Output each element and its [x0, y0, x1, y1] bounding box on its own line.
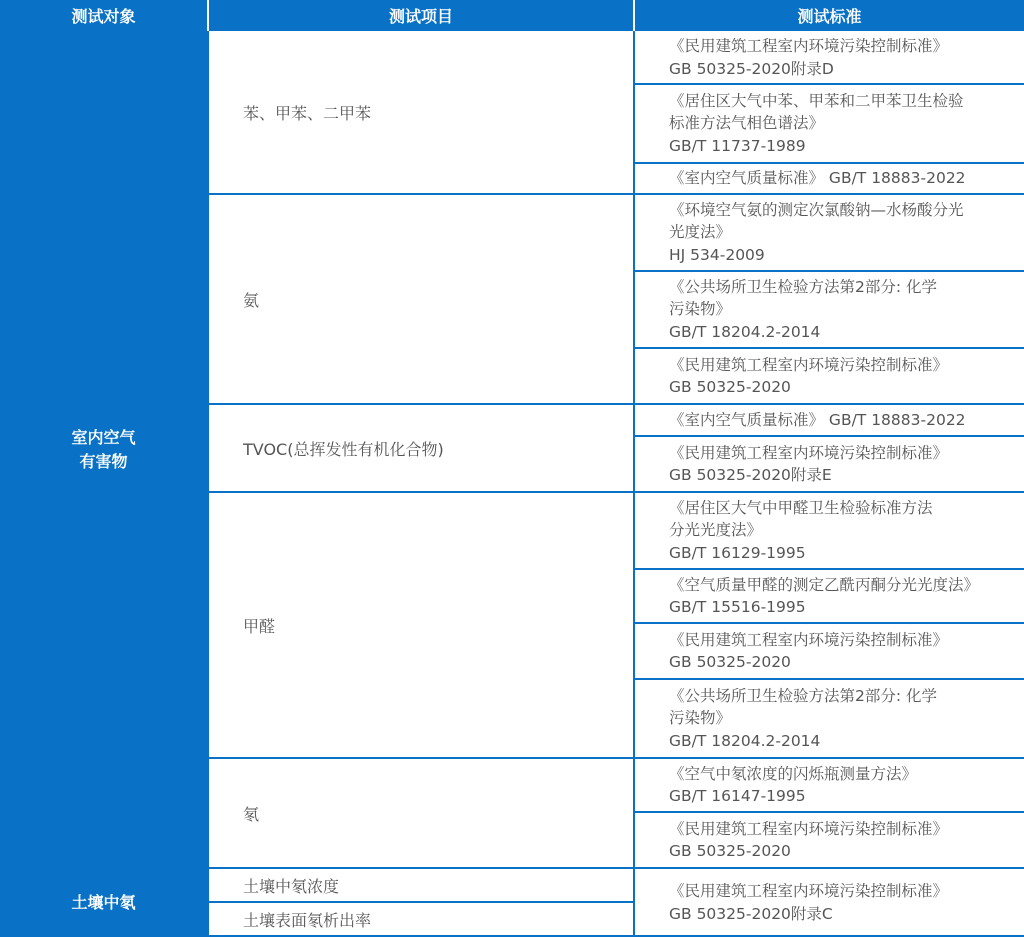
test-item-cell: 甲醛 [243, 616, 276, 636]
standard-cell [635, 679, 1024, 758]
column-header-item: 测试项目 [209, 0, 633, 31]
test-item-cell: 苯、甲苯、二甲苯 [243, 104, 372, 123]
test-item-cell: TVOC(总挥发性有机化合物) [243, 439, 444, 459]
row-divider [209, 491, 633, 493]
standard-line: 《民用建筑工程室内环境污染控制标准》 [669, 355, 949, 374]
standard-line: 《民用建筑工程室内环境污染控制标准》 [669, 37, 949, 55]
column-header-object: 测试对象 [0, 0, 207, 31]
test-object-line: 室内空气 [71, 427, 136, 447]
row-divider [635, 622, 1024, 624]
column-header-standard: 测试标准 [635, 0, 1024, 31]
row-divider [635, 867, 1024, 869]
standard-cell [635, 348, 1024, 404]
standard-line: 《居住区大气中苯、甲苯和二甲苯卫生检验 [669, 91, 964, 110]
standard-cell [635, 758, 1024, 812]
test-object-cell [0, 868, 207, 937]
test-object-line: 土壤中氡 [71, 892, 136, 912]
standard-cell [635, 271, 1024, 348]
row-divider [635, 83, 1024, 85]
standard-line: 《空气中氡浓度的闪烁瓶测量方法》 [669, 764, 918, 783]
standard-line: GB/T 18204.2-2014 [669, 322, 821, 341]
test-item-cell: 氡 [243, 804, 260, 824]
standard-cell [635, 812, 1024, 868]
standard-line: 《室内空气质量标准》 GB/T 18883-2022 [669, 410, 966, 429]
standard-line: 《公共场所卫生检验方法第2部分: 化学 [669, 686, 938, 705]
test-object-cell [0, 31, 207, 868]
row-divider [635, 435, 1024, 437]
standard-cell [635, 492, 1024, 569]
standard-line: GB 50325-2020 [669, 842, 791, 860]
standard-line: 分光光度法》 [669, 521, 763, 540]
column-divider [633, 31, 635, 937]
standard-line: 《空气质量甲醛的测定乙酰丙酮分光光度法》 [669, 575, 980, 594]
row-divider [635, 162, 1024, 164]
row-divider [635, 347, 1024, 349]
standard-cell [635, 868, 1024, 937]
standard-line: GB/T 18204.2-2014 [669, 731, 821, 750]
standard-line: 《民用建筑工程室内环境污染控制标准》 [669, 443, 949, 462]
standard-line: GB 50325-2020附录E [669, 466, 832, 484]
row-divider [209, 867, 633, 869]
standard-line: GB/T 16129-1995 [669, 543, 806, 562]
standard-line: 《民用建筑工程室内环境污染控制标准》 [669, 630, 949, 649]
standard-line: 污染物》 [669, 300, 732, 319]
row-divider [635, 811, 1024, 813]
standard-cell [635, 163, 1024, 194]
row-divider [635, 568, 1024, 570]
row-divider [635, 270, 1024, 272]
test-item-cell: 氨 [243, 290, 260, 310]
standard-cell [635, 436, 1024, 492]
standard-line: 《民用建筑工程室内环境污染控制标准》 [669, 819, 949, 838]
standard-line: GB 50325-2020 [669, 378, 791, 396]
column-divider [207, 31, 209, 937]
row-divider [635, 491, 1024, 493]
row-divider [209, 757, 633, 759]
row-divider [209, 193, 633, 195]
standard-line: GB/T 16147-1995 [669, 787, 806, 805]
row-divider [635, 193, 1024, 195]
standard-line: 《公共场所卫生检验方法第2部分: 化学 [669, 277, 938, 296]
standard-line: 《环境空气氨的测定次氯酸钠—水杨酸分光 [669, 200, 964, 219]
standard-line: GB 50325-2020附录D [669, 59, 834, 78]
standard-cell [635, 194, 1024, 271]
standard-line: GB 50325-2020附录C [669, 904, 833, 923]
standard-cell [635, 569, 1024, 623]
standard-line: 《室内空气质量标准》 GB/T 18883-2022 [669, 169, 966, 188]
standard-cell [635, 623, 1024, 679]
standard-cell [635, 84, 1024, 163]
standard-line: GB/T 11737-1989 [669, 136, 806, 155]
test-object-line: 有害物 [79, 451, 128, 471]
standard-line: HJ 534-2009 [669, 245, 765, 264]
test-item-cell: 土壤中氡浓度 [243, 876, 340, 896]
row-divider [209, 901, 633, 903]
row-divider [635, 757, 1024, 759]
standard-line: GB/T 15516-1995 [669, 598, 806, 616]
standard-cell [635, 31, 1024, 84]
standard-cell [635, 404, 1024, 436]
standard-line: 标准方法气相色谱法》 [669, 114, 825, 133]
standard-line: GB 50325-2020 [669, 653, 791, 671]
standard-line: 《民用建筑工程室内环境污染控制标准》 [669, 882, 949, 900]
row-divider [209, 403, 633, 405]
row-divider [635, 403, 1024, 405]
standard-line: 《居住区大气中甲醛卫生检验标准方法 [669, 498, 933, 517]
standard-line: 光度法》 [669, 223, 732, 242]
test-item-cell: 土壤表面氡析出率 [243, 911, 372, 930]
row-divider [635, 678, 1024, 680]
standard-line: 污染物》 [669, 709, 732, 728]
